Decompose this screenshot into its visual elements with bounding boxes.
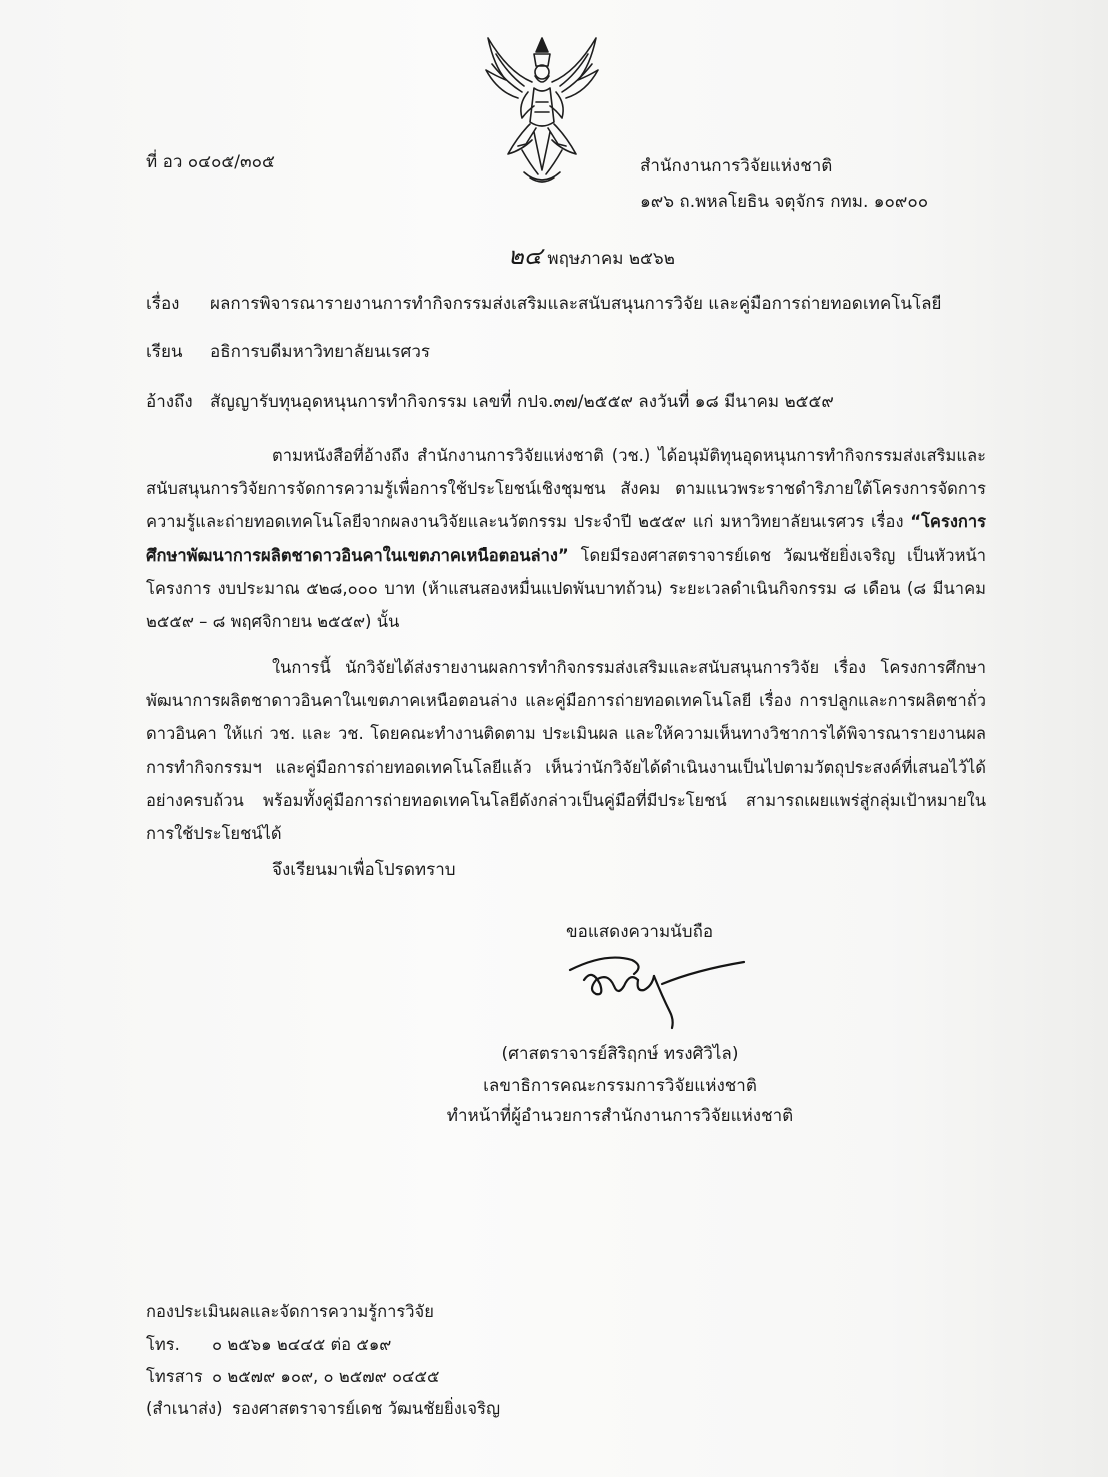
closing-line: จึงเรียนมาเพื่อโปรดทราบ <box>272 860 456 880</box>
reference-value: สัญญารับทุนอุดหนุนการทำกิจกรรม เลขที่ กปจ.๓๗/๒๕๕๙ ลงวันที่ ๑๘ มีนาคม ๒๕๕๙ <box>210 392 834 412</box>
fax-label: โทรสาร <box>146 1367 203 1386</box>
department-name: กองประเมินผลและจัดการความรู้การวิจัย <box>146 1302 434 1321</box>
office-name: สำนักงานการวิจัยแห่งชาติ <box>640 156 833 176</box>
copy-label: (สำเนาส่ง) <box>146 1399 223 1418</box>
office-address: ๑๙๖ ถ.พหลโยธิน จตุจักร กทม. ๑๐๙๐๐ <box>640 192 929 212</box>
signatory-position-2: ทำหน้าที่ผู้อำนวยการสำนักงานการวิจัยแห่งชาติ <box>446 1106 794 1126</box>
letter-date <box>508 244 675 268</box>
reference-label: อ้างถึง <box>146 392 193 412</box>
subject-value: ผลการพิจารณารายงานการทำกิจกรรมส่งเสริมและสนับสนุนการวิจัย และคู่มือการถ่ายทอดเทคโนโลยี <box>210 294 942 314</box>
phone-number: ๐ ๒๕๖๑ ๒๔๔๕ ต่อ ๕๑๙ <box>212 1335 392 1354</box>
copy-recipient: รองศาสตราจารย์เดช วัฒนชัยยิ่งเจริญ <box>232 1399 501 1418</box>
fax-number: ๐ ๒๕๗๙ ๑๐๙, ๐ ๒๕๗๙ ๐๔๕๕ <box>212 1367 440 1386</box>
phone-label: โทร. <box>146 1335 180 1354</box>
paragraph-1-text-a: ตามหนังสือที่อ้างถึง สำนักงานการวิจัยแห่งชาติ (วช.) ได้อนุมัติทุนอุดหนุนการทำกิจกรรมส่งเสริมและสนับสนุนการวิจัยการจัดการความรู้เพื่อการใช้ประโยชน์เชิงชุมชน สังคม ตามแนวพระราชดำริภายใต้โครงการจัดการความรู้และถ่ายทอดเทคโนโลยีจากผลงานวิจัยและนวัตกรรม ประจำปี ๒๕๕๙ แก่ มหาวิทยาลัยนเรศวร เรื่อง <box>146 446 986 532</box>
to-value: อธิการบดีมหาวิทยาลัยนเรศวร <box>210 342 431 362</box>
project-title: “โครงการศึกษาพัฒนาการผลิตชาดาวอินคาในเขตภาคเหนือตอนล่าง” <box>146 512 986 565</box>
date-month-year: พฤษภาคม ๒๕๖๒ <box>547 249 675 269</box>
date-day: ๒๔ <box>508 242 542 270</box>
handwritten-signature-icon <box>566 950 746 1030</box>
garuda-emblem-icon <box>478 32 606 192</box>
to-label: เรียน <box>146 342 183 362</box>
body-paragraph-2: ในการนี้ นักวิจัยได้ส่งรายงานผลการทำกิจกรรมส่งเสริมและสนับสนุนการวิจัย เรื่อง โครงการศึกษาพัฒนาการผลิตชาดาวอินคาในเขตภาคเหนือตอนล่าง และคู่มือการถ่ายทอดเทคโนโลยี เรื่อง การปลูกและการผลิตชาถั่วดาวอินคา ให้แก่ วช. และ วช. โดยคณะทำงานติดตาม ประเมินผล และให้ความเห็นทางวิชาการได้พิจารณารายงานผลการทำกิจกรรมฯ และคู่มือการถ่ายทอดเทคโนโลยีแล้ว เห็นว่านักวิจัยได้ดำเนินงานเป็นไปตามวัตถุประสงค์ที่เสนอไว้ได้อย่างครบถ้วน พร้อมทั้งคู่มือการถ่ายทอดเทคโนโลยีดังกล่าวเป็นคู่มือที่มีประโยชน์ สามารถเผยแพร่สู่กลุ่มเป้าหมายในการใช้ประโยชน์ได้ <box>146 658 986 844</box>
paragraph-1-text-b: โดยมีรองศาสตราจารย์เดช วัฒนชัยยิ่งเจริญ เป็นหัวหน้าโครงการ งบประมาณ ๕๒๘,๐๐๐ บาท (ห้าแสนสองหมื่นแปดพันบาทถ้วน) ระยะเวลดำเนินกิจกรรม ๘ เดือน (๘ มีนาคม ๒๕๕๙ – ๘ พฤศจิกายน ๒๕๕๙) นั้น <box>146 545 986 632</box>
reference-number: ที่ อว ๐๔๐๕/๓๐๕ <box>146 152 275 172</box>
body-paragraph-1 <box>146 439 986 638</box>
signatory-name: (ศาสตราจารย์สิริฤกษ์ ทรงศิวิไล) <box>501 1044 739 1064</box>
subject-label: เรื่อง <box>146 294 180 314</box>
regards-line: ขอแสดงความนับถือ <box>566 922 714 942</box>
signatory-position-1: เลขาธิการคณะกรรมการวิจัยแห่งชาติ <box>483 1076 757 1096</box>
